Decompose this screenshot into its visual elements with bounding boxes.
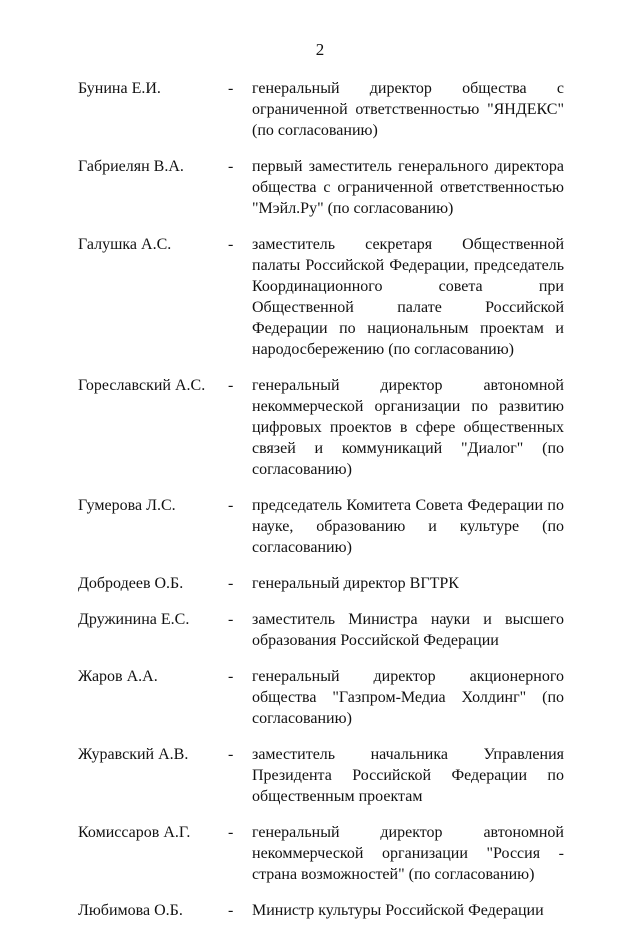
member-role: генеральный директор ВГТРК — [252, 575, 459, 592]
member-name: Габриелян В.А. — [78, 158, 184, 175]
member-row — [78, 156, 564, 219]
member-role: председатель Комитета Совета Федерации по науке, образованию и культуре (по согласованию) — [252, 497, 564, 556]
member-role: генеральный директор автономной некоммерческой организации по развитию цифровых проектов в сфере общественных связей и коммуникаций "Диалог" (по согласованию) — [252, 377, 564, 478]
member-row — [78, 822, 564, 885]
member-name: Любимова О.Б. — [78, 902, 183, 919]
member-name: Добродеев О.Б. — [78, 575, 184, 592]
member-name: Дружинина Е.С. — [78, 611, 190, 628]
member-dash: - — [228, 575, 234, 592]
member-name: Гумерова Л.С. — [78, 497, 176, 514]
member-role: генеральный директор автономной некоммерческой организации "Россия - страна возможностей" (по согласованию) — [252, 824, 564, 883]
member-name: Гореславский А.С. — [78, 377, 206, 394]
member-role: генеральный директор акционерного общества "Газпром-Медиа Холдинг" (по согласованию) — [252, 668, 564, 727]
member-dash: - — [228, 377, 234, 394]
member-row — [78, 375, 564, 480]
member-row — [78, 666, 564, 729]
member-dash: - — [228, 236, 234, 253]
member-role: заместитель начальника Управления Президента Российской Федерации по общественным проектам — [252, 746, 564, 805]
member-role: генеральный директор общества с ограниченной ответственностью "ЯНДЕКС" (по согласованию) — [252, 80, 564, 139]
member-role: заместитель секретаря Общественной палаты Российской Федерации, председатель Координационного совета при Общественной палате Российской Федерации по национальным проектам и народосбережению (по согласованию) — [252, 236, 564, 358]
member-dash: - — [228, 497, 234, 514]
member-name: Журавский А.В. — [78, 746, 189, 763]
members-list — [78, 78, 564, 936]
member-row — [78, 78, 564, 141]
member-dash: - — [228, 611, 234, 628]
member-name: Галушка А.С. — [78, 236, 172, 253]
member-row — [78, 495, 564, 558]
member-row — [78, 900, 564, 921]
member-role: первый заместитель генерального директора общества с ограниченной ответственностью "Мэйл.Ру" (по согласованию) — [252, 158, 564, 217]
page-number: 2 — [315, 40, 325, 59]
member-name: Комиссаров А.Г. — [78, 824, 191, 841]
member-dash: - — [228, 668, 234, 685]
member-row — [78, 744, 564, 807]
member-dash: - — [228, 824, 234, 841]
member-role: Министр культуры Российской Федерации — [252, 902, 544, 919]
member-role: заместитель Министра науки и высшего образования Российской Федерации — [252, 611, 564, 649]
member-name: Бунина Е.И. — [78, 80, 161, 97]
member-dash: - — [228, 746, 234, 763]
member-row — [78, 609, 564, 651]
member-dash: - — [228, 902, 234, 919]
member-name: Жаров А.А. — [78, 668, 158, 685]
member-dash: - — [228, 80, 234, 97]
member-dash: - — [228, 158, 234, 175]
member-row — [78, 573, 564, 594]
member-row — [78, 234, 564, 360]
